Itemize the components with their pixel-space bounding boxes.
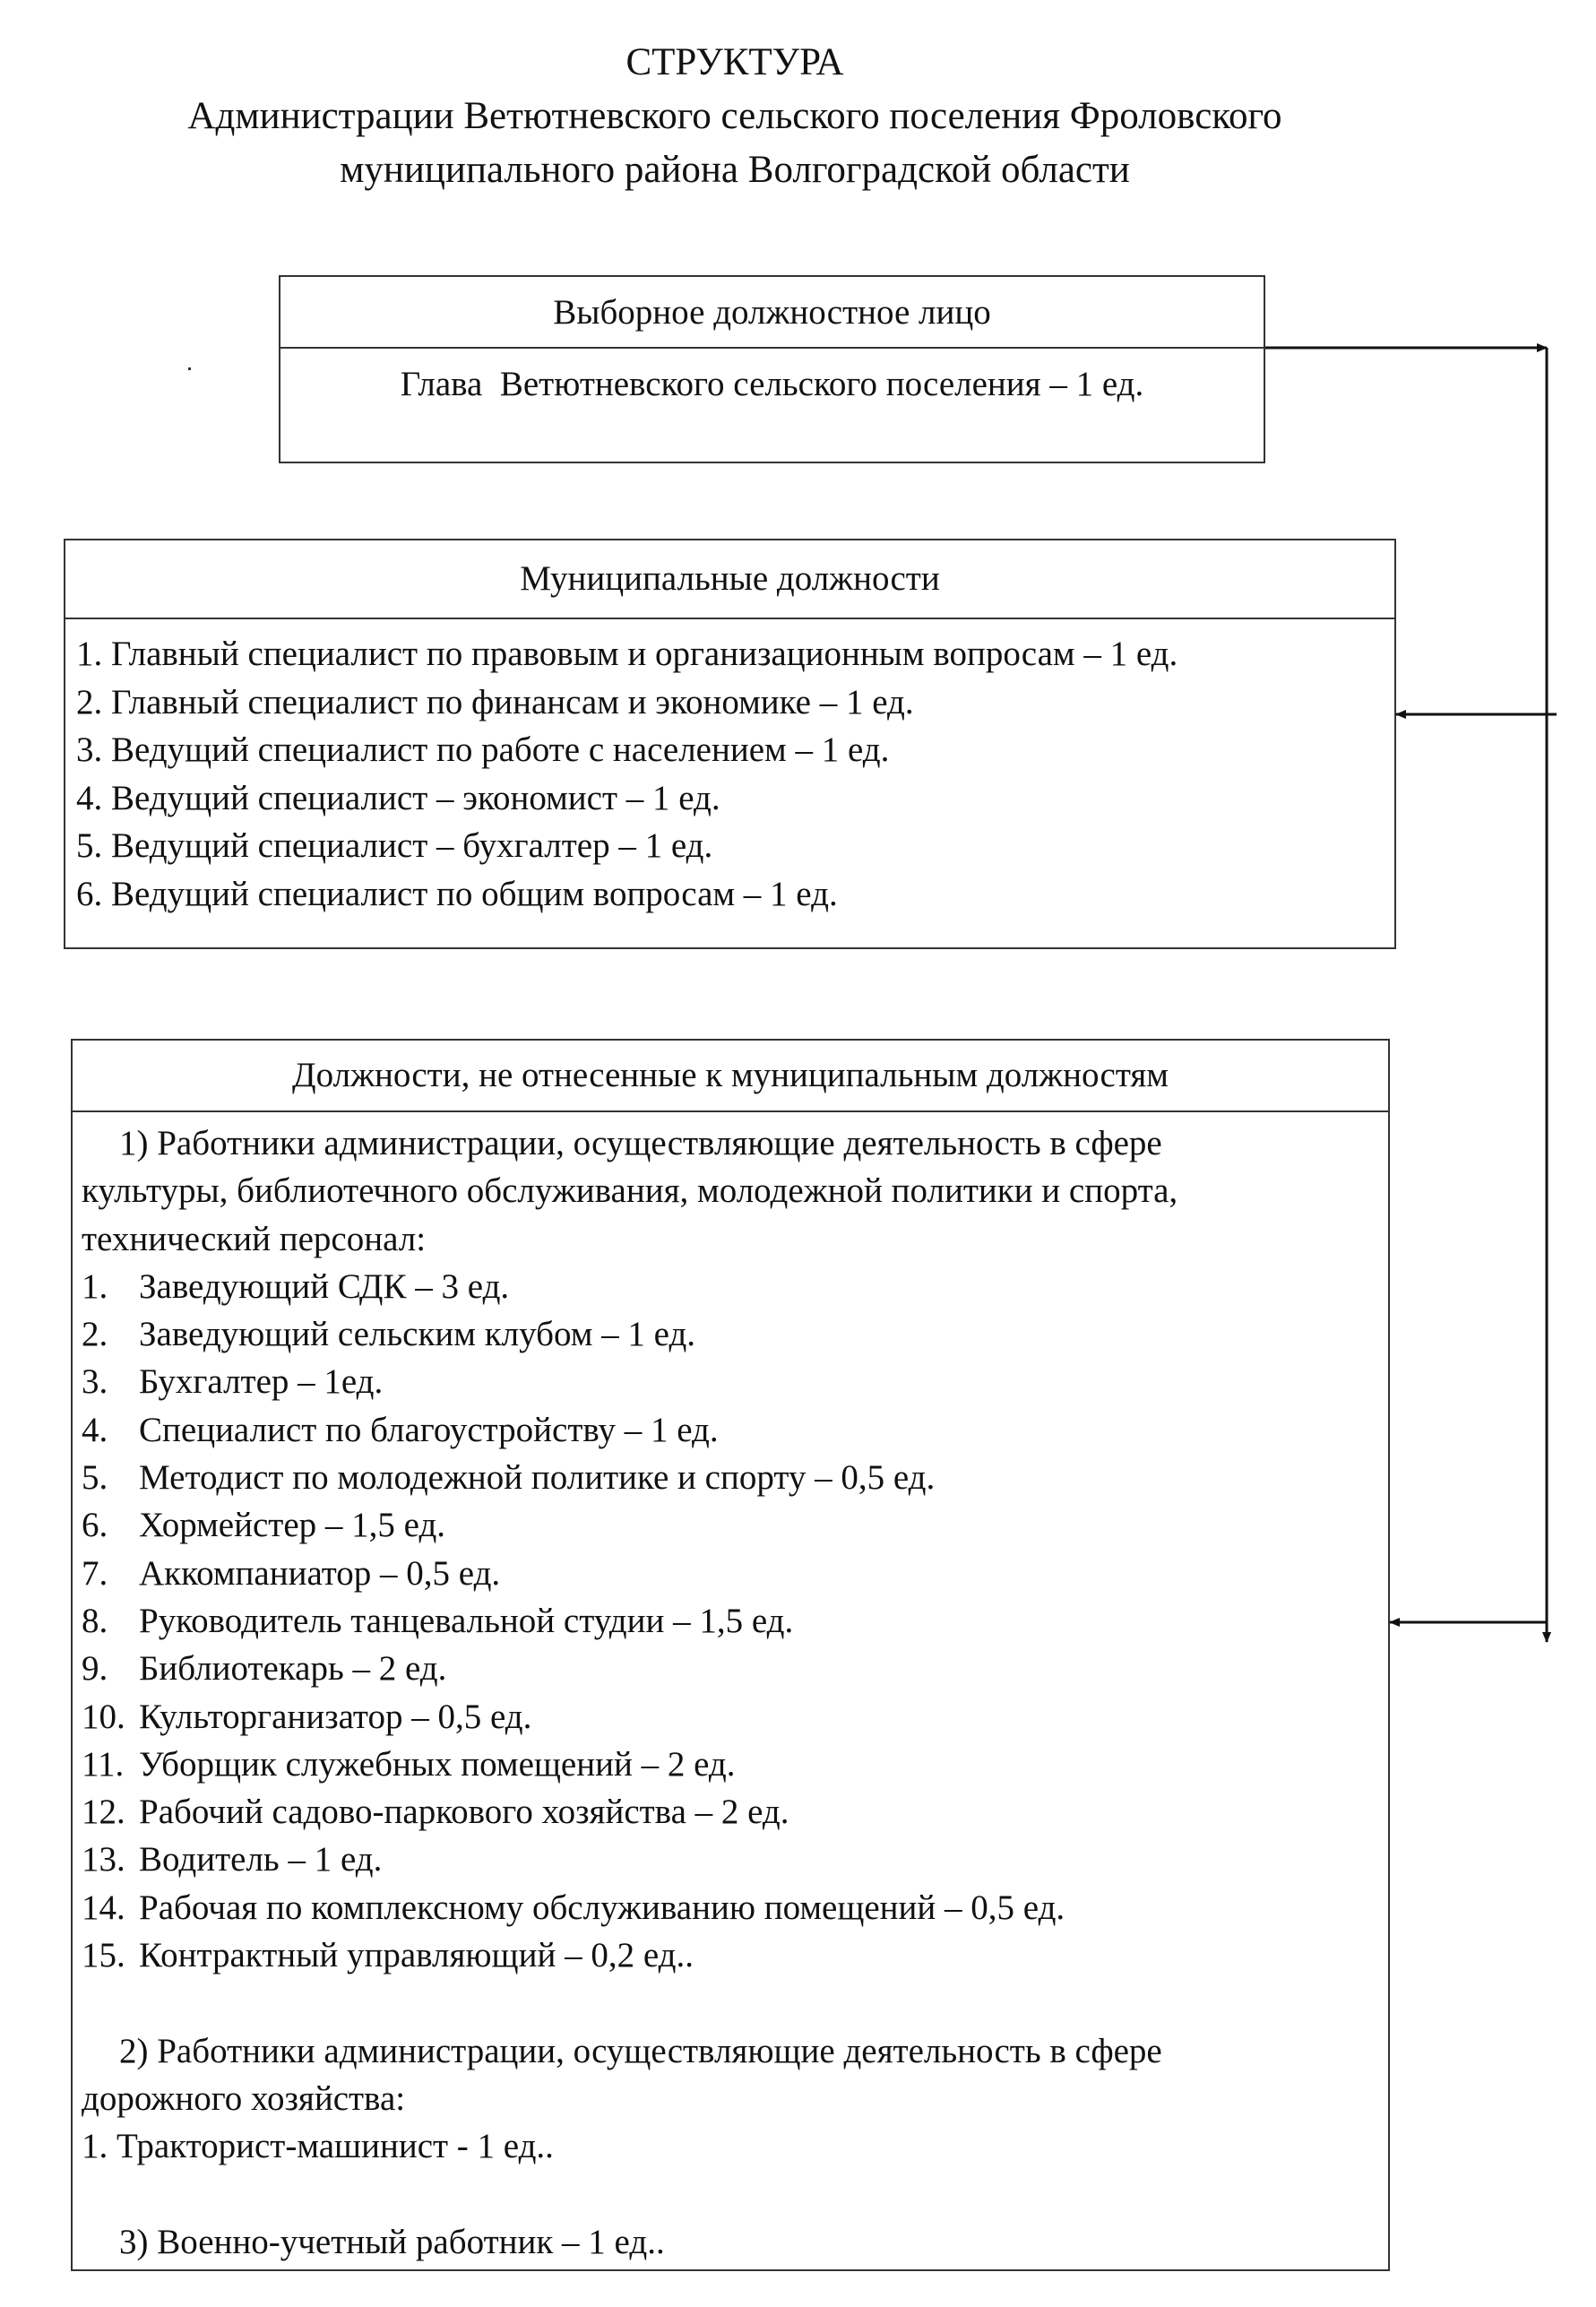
spacer	[82, 2171, 1388, 2218]
elected-official-item: Глава Ветютневского сельского поселения – 1 ед.	[400, 365, 1144, 403]
list-item	[82, 1884, 1388, 1931]
list-item: 2. Главный специалист по финансам и экономике – 1 ед.	[76, 682, 914, 721]
municipal-positions-box	[64, 539, 1396, 949]
list-item	[82, 1836, 1388, 1883]
item-text: Библиотекарь – 2 ед.	[139, 1649, 447, 1689]
title-line-1: СТРУКТУРА	[625, 41, 844, 83]
list-item	[82, 1597, 1388, 1645]
list-item: 3. Ведущий специалист по работе с населением – 1 ед.	[76, 730, 890, 769]
municipal-positions-list	[65, 619, 1394, 918]
item-text: Хормейстер – 1,5 ед.	[139, 1506, 446, 1545]
list-item	[82, 1406, 1388, 1454]
list-item: 5. Ведущий специалист – бухгалтер – 1 ед.	[76, 826, 713, 865]
item-number: 12.	[82, 1793, 125, 1832]
group-2-intro-line: дорожного хозяйства:	[82, 2078, 406, 2118]
item-text: Рабочий садово-паркового хозяйства – 2 ед.	[139, 1793, 789, 1832]
item-text: Водитель – 1 ед.	[139, 1840, 383, 1879]
list-item: 1. Тракторист-машинист - 1 ед..	[82, 2127, 554, 2166]
list-item	[82, 1788, 1388, 1836]
item-number: 1.	[82, 1266, 108, 1306]
item-text: Методист по молодежной политике и спорту – 0,5 ед.	[139, 1458, 936, 1498]
item-number: 14.	[82, 1888, 125, 1927]
list-item	[82, 1741, 1388, 1788]
elected-official-header: Выборное должностное лицо	[280, 277, 1264, 349]
non-municipal-positions-list	[73, 1112, 1388, 2266]
list-item	[82, 1645, 1388, 1692]
list-item: 4. Ведущий специалист – экономист – 1 ед.	[76, 778, 720, 817]
spacer	[82, 1979, 1388, 2026]
item-number: 6.	[82, 1506, 108, 1545]
item-text: Рабочая по комплексному обслуживанию помещений – 0,5 ед.	[139, 1888, 1065, 1927]
item-text: Культорганизатор – 0,5 ед.	[139, 1697, 532, 1736]
list-item	[82, 1310, 1388, 1358]
item-number: 10.	[82, 1697, 125, 1736]
item-number: 8.	[82, 1601, 108, 1640]
non-municipal-positions-header: Должности, не отнесенные к муниципальным должностям	[73, 1041, 1388, 1112]
group-1-intro-line: технический персонал:	[82, 1219, 427, 1258]
item-text: Заведующий сельским клубом – 1 ед.	[139, 1315, 696, 1354]
item-number: 2.	[82, 1315, 108, 1354]
item-text: Контрактный управляющий – 0,2 ед..	[139, 1936, 694, 1975]
group-3-line: 3) Военно-учетный работник – 1 ед..	[119, 2222, 665, 2261]
list-item	[82, 1263, 1388, 1310]
list-item: 1. Главный специалист по правовым и организационным вопросам – 1 ед.	[76, 635, 1178, 673]
stray-dot	[188, 367, 191, 370]
item-number: 11.	[82, 1744, 125, 1784]
item-text: Специалист по благоустройству – 1 ед.	[139, 1410, 719, 1449]
title-line-3: муниципального района Волгоградской области	[340, 149, 1130, 191]
group-1-intro-line: 1) Работники администрации, осуществляющие деятельность в сфере	[119, 1124, 1162, 1162]
title-line-2: Администрации Ветютневского сельского поселения Фроловского	[187, 95, 1282, 137]
non-municipal-positions-box	[71, 1039, 1390, 2271]
list-item: 6. Ведущий специалист по общим вопросам – 1 ед.	[76, 874, 838, 913]
item-text: Бухгалтер – 1ед.	[139, 1362, 384, 1402]
item-number: 13.	[82, 1840, 125, 1879]
item-number: 9.	[82, 1649, 108, 1689]
group-2-intro-line: 2) Работники администрации, осуществляющие деятельность в сфере	[119, 2031, 1162, 2070]
list-item	[82, 1693, 1388, 1741]
list-item	[82, 1550, 1388, 1597]
item-text: Руководитель танцевальной студии – 1,5 ед.	[139, 1601, 794, 1640]
municipal-positions-header: Муниципальные должности	[65, 540, 1394, 619]
item-text: Заведующий СДК – 3 ед.	[139, 1266, 510, 1306]
item-number: 3.	[82, 1362, 108, 1402]
item-text: Уборщик служебных помещений – 2 ед.	[139, 1744, 736, 1784]
list-item	[82, 1358, 1388, 1405]
list-item	[82, 1454, 1388, 1501]
list-item	[82, 1501, 1388, 1549]
elected-official-box	[279, 275, 1265, 463]
document-title	[0, 36, 1470, 197]
group-1-intro-line: культуры, библиотечного обслуживания, молодежной политики и спорта,	[82, 1171, 1178, 1211]
item-number: 4.	[82, 1410, 108, 1449]
item-text: Аккомпаниатор – 0,5 ед.	[139, 1553, 501, 1593]
list-item	[82, 1931, 1388, 1979]
item-number: 5.	[82, 1458, 108, 1498]
item-number: 15.	[82, 1936, 125, 1975]
item-number: 7.	[82, 1553, 108, 1593]
